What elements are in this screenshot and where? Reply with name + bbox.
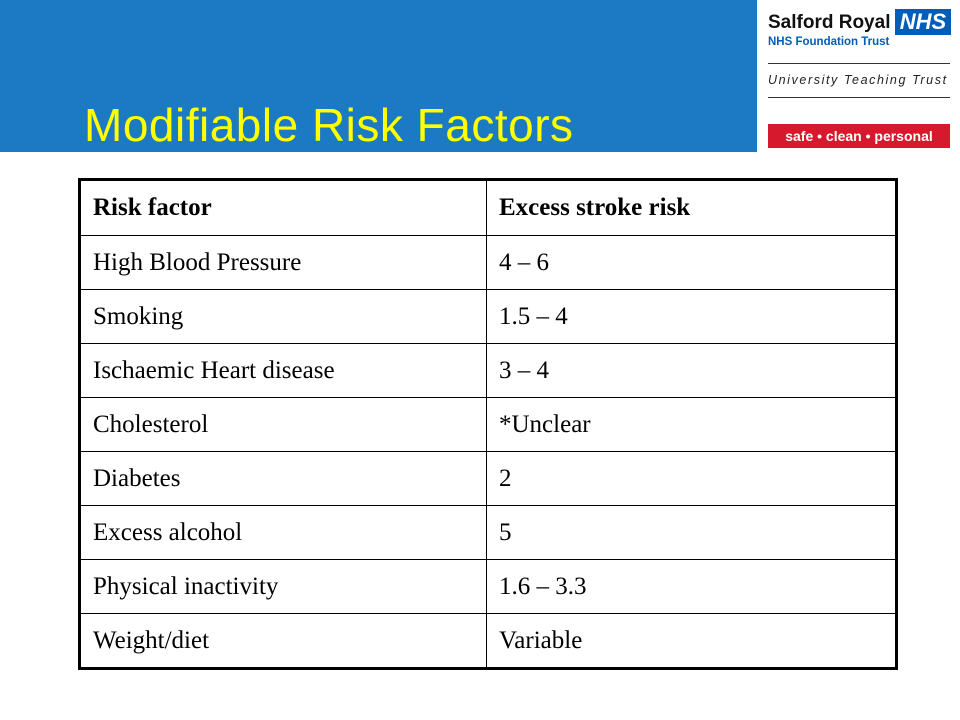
excess-risk-cell: 1.6 – 3.3 [487,560,897,614]
excess-risk-cell: Variable [487,614,897,669]
logo-divider [768,63,950,64]
risk-factor-cell: Physical inactivity [80,560,487,614]
table-row [80,344,897,398]
logo-trust-name: NHS Foundation Trust [768,36,890,48]
risk-factor-cell: Cholesterol [80,398,487,452]
table-row [80,506,897,560]
risk-factor-cell: Weight/diet [80,614,487,669]
table-row [80,398,897,452]
column-header-risk-factor: Risk factor [80,180,487,236]
excess-risk-cell: 3 – 4 [487,344,897,398]
risk-factor-cell: Diabetes [80,452,487,506]
excess-risk-cell: *Unclear [487,398,897,452]
risk-factor-cell: Ischaemic Heart disease [80,344,487,398]
logo-divider [768,97,950,98]
column-header-excess-stroke-risk: Excess stroke risk [487,180,897,236]
table-header-row [80,180,897,236]
trust-logo [768,6,954,156]
table-row [80,236,897,290]
logo-university-line: University Teaching Trust [768,73,948,87]
logo-org-name: Salford Royal [768,12,891,33]
table-row [80,560,897,614]
risk-factor-cell: Smoking [80,290,487,344]
risk-factor-cell: Excess alcohol [80,506,487,560]
risk-factor-table [78,178,898,670]
table-row [80,614,897,669]
table-row [80,290,897,344]
excess-risk-cell: 5 [487,506,897,560]
excess-risk-cell: 4 – 6 [487,236,897,290]
table-row [80,452,897,506]
excess-risk-cell: 1.5 – 4 [487,290,897,344]
nhs-badge: NHS [895,9,951,35]
values-badge: safe • clean • personal [768,124,950,148]
risk-factor-cell: High Blood Pressure [80,236,487,290]
slide-title: Modifiable Risk Factors [84,99,574,151]
excess-risk-cell: 2 [487,452,897,506]
